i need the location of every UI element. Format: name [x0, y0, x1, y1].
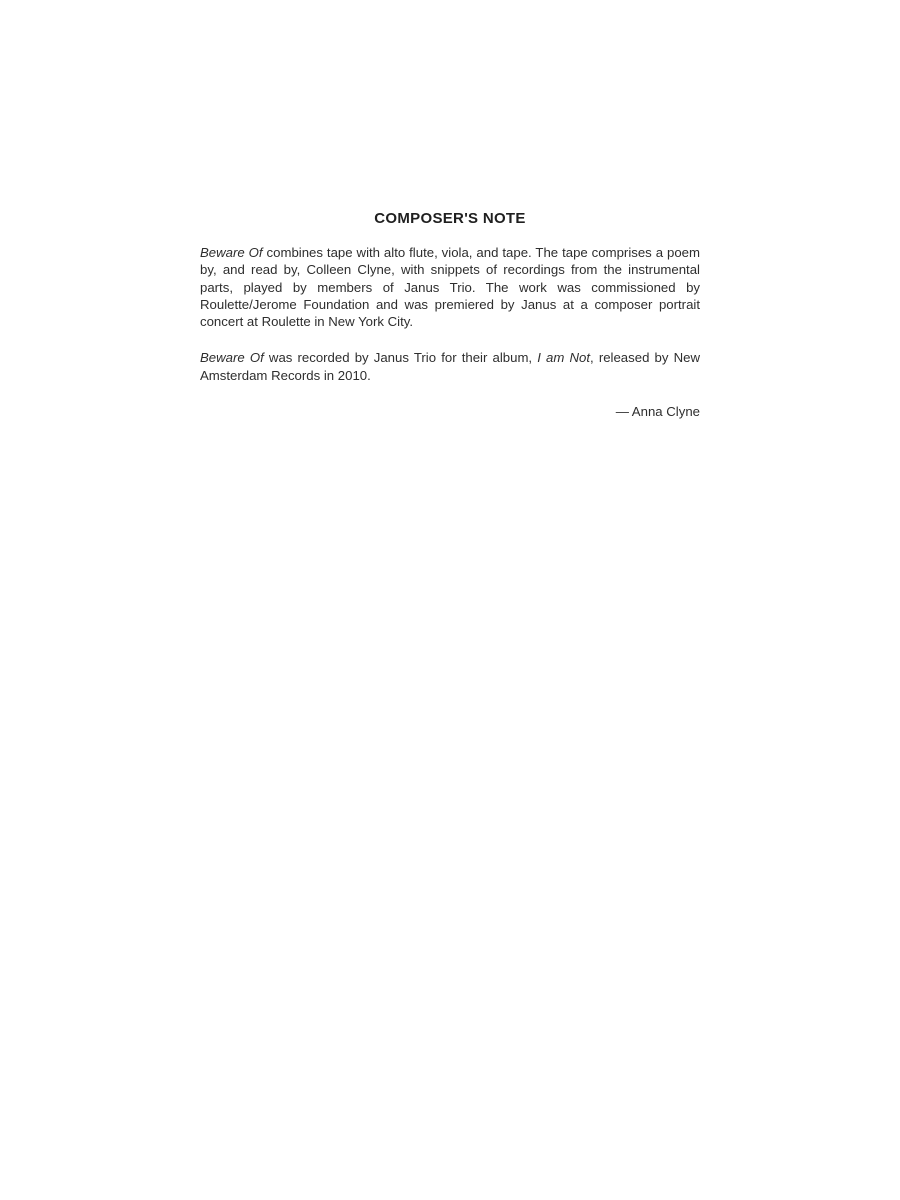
note-paragraph-2	[200, 349, 700, 384]
album-title: I am Not	[537, 350, 591, 366]
paragraph-text: , released by New Amsterdam Records in 2010.	[200, 350, 700, 383]
note-title: COMPOSER'S NOTE	[374, 210, 526, 227]
note-paragraph-1	[200, 244, 700, 330]
work-title: Beware Of	[200, 350, 264, 366]
composers-note	[200, 210, 700, 420]
work-title: Beware Of	[200, 245, 263, 260]
signature: — Anna Clyne	[615, 404, 700, 420]
paragraph-text: was recorded by Janus Trio for their album,	[263, 350, 538, 366]
paragraph-text: combines tape with alto flute, viola, and tape. The tape comprises a poem by, and read by, Colleen Clyne, with snippets of recordings from the instrumental parts, played by members of Janus Trio. The work was commissioned by Roulette/Jerome Foundation and was premiered by Janus at a composer portrait concert at Roulette in New York City.	[200, 245, 700, 330]
